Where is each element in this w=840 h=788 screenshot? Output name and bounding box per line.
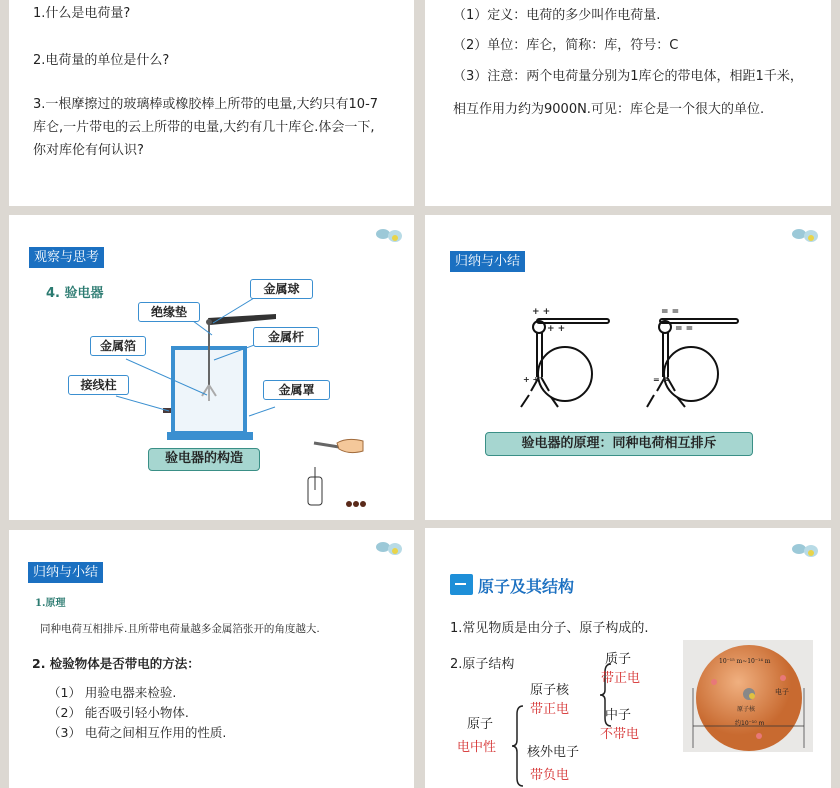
note-line2: 相互作用力约为9000N.可见：库仑是一个很大的单位. bbox=[453, 102, 765, 117]
section-title: 原子及其结构 bbox=[478, 577, 575, 596]
question-3-line2: 库仑,一片带电的云上所带的电量,大约有几十库仑.体会一下, bbox=[33, 120, 375, 135]
label-binding-post: 接线柱 bbox=[68, 375, 129, 395]
slide-1[interactable] bbox=[9, 0, 414, 206]
binoculars-icon bbox=[375, 540, 403, 558]
atom-charge: 电中性 bbox=[457, 740, 497, 755]
slide-heading: 4. 验电器 bbox=[46, 286, 104, 301]
slide-2[interactable] bbox=[425, 0, 831, 206]
principle-sentence: 同种电荷互相排斥.且所带电荷量越多金属箔张开的角度越大. bbox=[40, 623, 320, 635]
negative-charges-foil: = = bbox=[653, 375, 670, 384]
electron-label: 核外电子 bbox=[527, 745, 580, 760]
methods-heading: 2. 检验物体是否带电的方法： bbox=[32, 656, 200, 671]
atom-model-image bbox=[683, 640, 813, 752]
method-item: （1） 用验电器来检验. bbox=[48, 685, 177, 700]
matter-line: 1.常见物质是由分子、原子构成的. bbox=[450, 621, 649, 636]
section-tag: 归纳与小结 bbox=[450, 251, 525, 272]
label-metal-cover: 金属罩 bbox=[263, 380, 330, 400]
slide-4[interactable] bbox=[425, 215, 831, 520]
nucleus-label: 原子核 bbox=[530, 683, 570, 698]
method-item: （2） 能否吸引轻小物体. bbox=[48, 705, 189, 720]
unit-line: （2）单位：库仑，简称：库，符号：C bbox=[453, 38, 679, 53]
nucleus-size-label: 10⁻¹⁵ m~10⁻¹⁴ m bbox=[719, 658, 771, 665]
definition-line: （1）定义：电荷的多少叫作电荷量. bbox=[453, 8, 661, 23]
negative-charges-top: = = bbox=[661, 307, 680, 317]
question-2: 2.电荷量的单位是什么? bbox=[33, 53, 170, 68]
slide-6[interactable] bbox=[425, 528, 831, 788]
question-3-line1: 3.一根摩擦过的玻璃棒或橡胶棒上所带的电量,大约只有10-7 bbox=[33, 97, 379, 112]
label-metal-rod: 金属杆 bbox=[253, 327, 319, 347]
atom-structure-heading: 2.原子结构 bbox=[450, 657, 515, 672]
slide-3[interactable] bbox=[9, 215, 414, 520]
diagram-caption: 验电器的构造 bbox=[148, 448, 260, 471]
method-item: （3） 电荷之间相互作用的性质. bbox=[48, 725, 227, 740]
label-metal-foil: 金属箔 bbox=[90, 336, 146, 356]
neutron-charge: 不带电 bbox=[600, 727, 640, 742]
charged-electroscopes-diagram bbox=[425, 215, 831, 520]
question-3-line3: 你对库伦有何认识? bbox=[33, 143, 144, 158]
neutron-label: 中子 bbox=[605, 708, 632, 723]
electron-charge: 带负电 bbox=[530, 768, 570, 783]
nucleus-charge: 带正电 bbox=[530, 702, 570, 717]
proton-charge: 带正电 bbox=[601, 671, 641, 686]
atom-label: 原子 bbox=[467, 717, 494, 732]
atom-diameter-label: 约10⁻¹⁰ m bbox=[735, 720, 765, 727]
section-tag: 归纳与小结 bbox=[28, 562, 103, 583]
atom-sphere-icon bbox=[683, 640, 813, 752]
question-1: 1.什么是电荷量? bbox=[33, 6, 131, 21]
positive-charges-ball: + + bbox=[547, 324, 566, 334]
positive-charges-top: + + bbox=[532, 307, 551, 317]
section-tag: 观察与思考 bbox=[29, 247, 104, 268]
proton-label: 质子 bbox=[605, 652, 632, 667]
principle-subheading: 1.原理 bbox=[35, 598, 66, 609]
label-metal-ball: 金属球 bbox=[250, 279, 313, 299]
nucleus-img-label: 原子核 bbox=[737, 706, 756, 713]
principle-caption: 验电器的原理：同种电荷相互排斥 bbox=[485, 432, 753, 456]
slide-5[interactable] bbox=[9, 530, 414, 788]
note-line1: （3）注意：两个电荷量分别为1库仑的带电体，相距1千米， bbox=[453, 69, 803, 84]
negative-charges-ball: = = bbox=[675, 324, 694, 334]
label-insulating-pad: 绝缘垫 bbox=[138, 302, 200, 322]
electroscope-diagram bbox=[9, 215, 414, 520]
positive-charges-foil: + + bbox=[523, 375, 540, 384]
electron-img-label: 电子 bbox=[775, 688, 789, 696]
